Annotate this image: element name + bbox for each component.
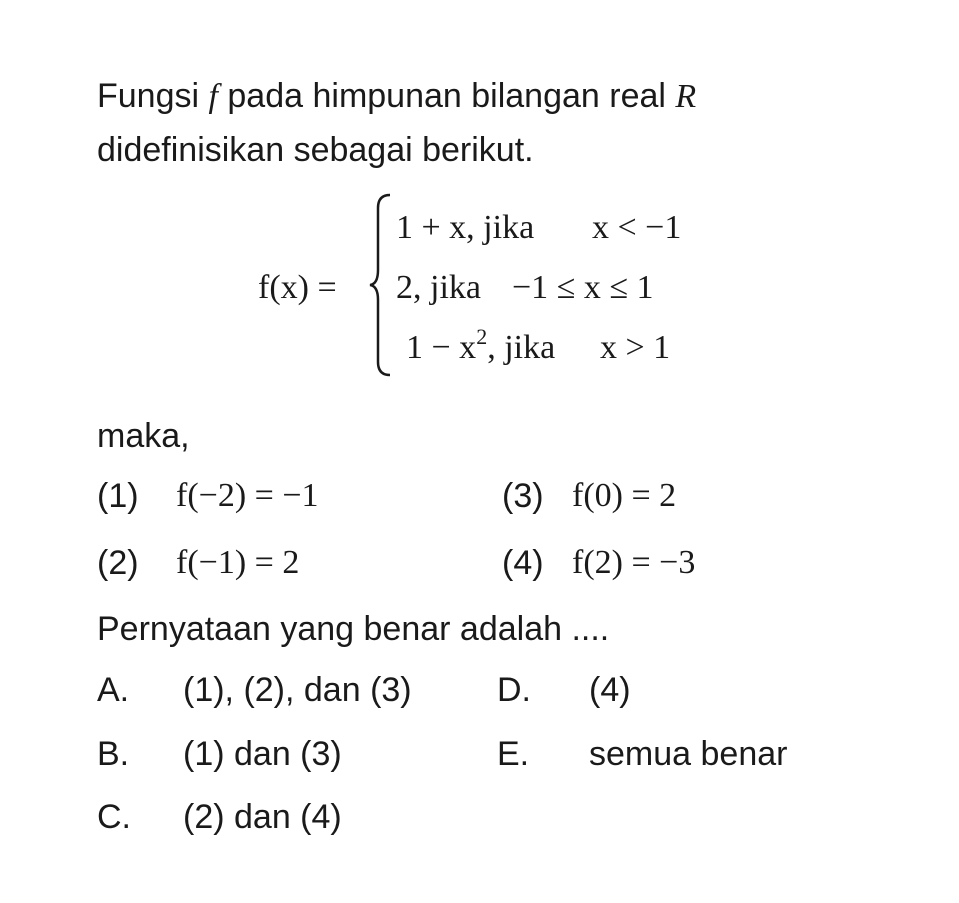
left-brace-icon <box>368 192 394 378</box>
statement-4-expr: f(2) = −3 <box>572 544 696 581</box>
option-a-letter: A. <box>97 671 130 709</box>
case-3-condition: x > 1 <box>600 329 671 366</box>
case-3-exponent: 2 <box>476 323 488 349</box>
statement-1-expr: f(−2) = −1 <box>176 477 319 514</box>
statement-4-number: (4) <box>502 544 544 582</box>
intro-line-2: didefinisikan sebagai berikut. <box>97 131 534 169</box>
case-2-expr: 2, jika <box>396 269 481 306</box>
option-d-text: (4) <box>589 671 631 709</box>
definition-lhs: f(x) = <box>258 269 337 306</box>
option-a-text: (1), (2), dan (3) <box>183 671 412 709</box>
function-symbol: f <box>208 78 218 115</box>
statement-2-number: (2) <box>97 544 139 582</box>
case-3 <box>406 323 556 368</box>
case-3-expr-rest: , jika <box>487 329 556 366</box>
statement-1-number: (1) <box>97 477 139 515</box>
intro-text-b: pada himpunan bilangan real <box>217 77 676 115</box>
set-symbol: R <box>675 78 697 115</box>
case-1 <box>396 208 534 248</box>
intro-line-1 <box>97 76 696 117</box>
option-c-letter: C. <box>97 798 131 836</box>
case-1-expr: 1 + x, jika <box>396 209 535 246</box>
option-c-text: (2) dan (4) <box>183 798 342 836</box>
question-text: Pernyataan yang benar adalah .... <box>97 610 610 648</box>
maka-label: maka, <box>97 417 190 455</box>
intro-text-a: Fungsi <box>97 77 209 115</box>
option-d-letter: D. <box>497 671 531 709</box>
option-e-text: semua benar <box>589 735 788 773</box>
statement-3-expr: f(0) = 2 <box>572 477 677 514</box>
case-2 <box>396 268 481 308</box>
option-b-text: (1) dan (3) <box>183 735 342 773</box>
statement-2-expr: f(−1) = 2 <box>176 544 300 581</box>
statement-3-number: (3) <box>502 477 544 515</box>
option-b-letter: B. <box>97 735 130 773</box>
case-3-expr-base: 1 − x <box>406 329 477 366</box>
case-2-condition: −1 ≤ x ≤ 1 <box>512 269 654 306</box>
option-e-letter: E. <box>497 735 530 773</box>
case-1-condition: x < −1 <box>592 209 682 246</box>
